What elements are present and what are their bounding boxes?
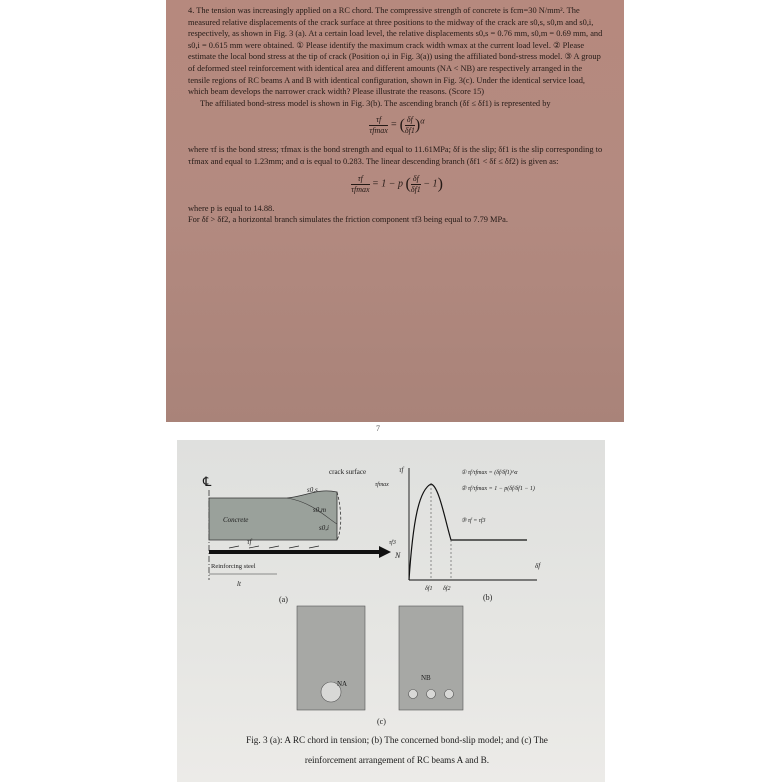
caption-line-1: Fig. 3 (a): A RC chord in tension; (b) The concerned bond-slip model; and (c) The xyxy=(246,735,548,745)
figure-c-label: (c) xyxy=(377,717,386,726)
s-oi-label: s0,i xyxy=(319,524,329,532)
figure-c xyxy=(297,606,463,726)
length-label: lt xyxy=(237,580,241,588)
figure-caption xyxy=(207,730,587,770)
eq2-frac-den: δf1 xyxy=(410,184,421,194)
b-x-label: δf xyxy=(535,562,541,570)
equation-ascending: $\frac{\tau f}{\tau fmax}$ = ( $\frac{\delta f}{\delta f1}$ )$^\alpha$ xyxy=(369,115,425,136)
s-om-label: s0,m xyxy=(313,506,327,514)
force-arrow xyxy=(379,546,391,558)
figure-a xyxy=(202,468,401,604)
problem-paragraph-2: The affiliated bond-stress model is shown in Fig. 3(b). The ascending branch (δf ≤ δf1) is represented by xyxy=(200,98,551,108)
figure-a-label: (a) xyxy=(279,595,288,604)
problem-paragraph-5: For δf > δf2, a horizontal branch simulates the friction component τf3 being equal to 7.79 MPa. xyxy=(188,215,508,225)
figure-b-label: (b) xyxy=(483,593,493,602)
b-legend-2: ② τf/τfmax = 1 − p(δf/δf1 − 1) xyxy=(461,486,535,492)
eq1-lhs-num: τf xyxy=(369,115,387,126)
force-label: N xyxy=(395,551,401,560)
crack-label: crack surface xyxy=(329,468,367,476)
concrete-label: Concrete xyxy=(223,516,249,524)
caption-line-2: reinforcement arrangement of RC beams A and B. xyxy=(304,755,490,765)
problem-page-photo xyxy=(166,0,624,422)
eq1-exponent: α xyxy=(420,116,425,126)
figure-page-photo xyxy=(177,440,605,782)
b-tau3-label: τf3 xyxy=(389,540,396,546)
beam-b-label: NB xyxy=(421,674,431,682)
problem-paragraph-4: where p is equal to 14.88. xyxy=(188,203,275,213)
eq2-frac-num: δf xyxy=(412,173,419,183)
steel-label: Reinforcing steel xyxy=(211,563,256,570)
eq2-rhs: = 1 − p xyxy=(372,178,404,190)
eq2-lhs-num: τf xyxy=(351,174,369,185)
b-y-label: τf xyxy=(399,466,404,474)
reinforcing-bar xyxy=(209,550,379,554)
problem-text xyxy=(188,5,606,226)
eq2-tail: − 1 xyxy=(423,178,438,190)
eq1-rhs-den: δf1 xyxy=(404,126,415,136)
beam-a-label: NA xyxy=(337,680,348,688)
eq1-lhs-den: τfmax xyxy=(369,126,388,136)
page-mark: 7 xyxy=(376,424,380,433)
beam-b-bar-1 xyxy=(409,690,418,699)
b-legend-1: ① τf/τfmax = (δf/δf1)^α xyxy=(461,470,518,476)
b-legend-3: ③ τf = τf3 xyxy=(461,518,486,524)
tau-f-label: τf xyxy=(247,538,252,546)
problem-paragraph-3: where τf is the bond stress; τfmax is the bond strength and equal to 11.61MPa; δf is the slip; δf1 is the slip corresponding to τfmax and equal to 1.23mm; and α is equal to 0.283. The linear descending branch (δf1 < δf ≤ δf2) is given as: xyxy=(188,145,603,166)
problem-paragraph-1: 4. The tension was increasingly applied on a RC chord. The compressive strength of concrete is fcm=30 N/mm². The measured relative displacements of the crack surface at three positions to the midway of the crack are s0,s, s0,m and s0,i, respectively, as shown in Fig. 3 (a). At a certain load level, the relative displacements s0,s = 0.76 mm, s0,m = 0.69 mm, and s0,i = 0.615 mm were obtained. ① Please identify the maximum crack width wmax at the current load level. ② Please estimate the local bond stress at the tip of crack (Position o,i in Fig. 3(a)) using the affiliated bond-stress model. ③ A group of deformed steel reinforcement with identical area and different amounts (NA < NB) are respectively arranged in the tensile regions of RC beams A and B with identical configuration, shown in Fig. 3(c). Under the identical service load, which beam develops the narrower crack width? Please illustrate the reasons. (Score 15) xyxy=(188,6,603,97)
equation-descending: $\frac{\tau f}{\tau fmax}$ = 1 − p ( $\frac{\delta f}{\delta f1}$ − 1) xyxy=(351,173,443,194)
b-d2-label: δf2 xyxy=(443,586,451,592)
eq1-rhs-num: δf xyxy=(406,115,413,125)
bond-stress-arrows xyxy=(229,546,319,548)
crack-surface-line xyxy=(337,492,341,540)
bond-slip-curve xyxy=(409,484,527,580)
b-tau-max-label: τfmax xyxy=(375,482,389,488)
eq2-lhs-den: τfmax xyxy=(351,184,370,194)
beam-b-bar-2 xyxy=(427,690,436,699)
figure-b xyxy=(375,466,541,602)
beam-b-bar-3 xyxy=(445,690,454,699)
b-d1-label: δf1 xyxy=(425,586,433,592)
s-os-label: s0,s xyxy=(307,486,318,494)
centerline-symbol: ℄ xyxy=(203,474,212,489)
